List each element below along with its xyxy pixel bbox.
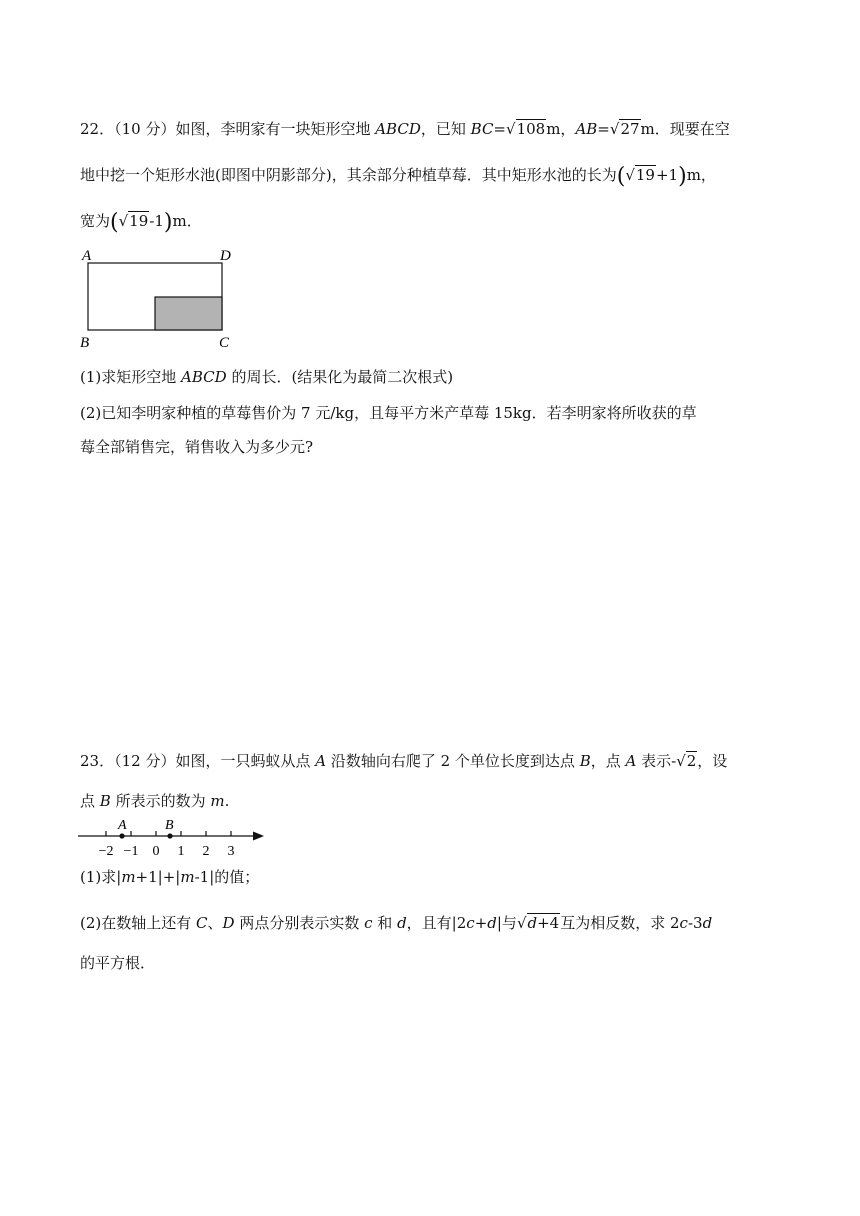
axis-ticks bbox=[99, 831, 235, 859]
sqrt-27: √27 bbox=[609, 120, 640, 138]
q22-part-2-line-1: (2)已知李明家种植的草莓售价为 7 元/kg，且每平方米产草莓 15kg．若李明家将所收获的草 bbox=[80, 404, 697, 422]
abcd-label: ABCD bbox=[375, 120, 421, 138]
label-A: A bbox=[118, 818, 127, 833]
q22-line-2: 地中挖一个矩形水池(即图中阴影部分)，其余部分种植草莓．其中矩形水池的长为(√19+1)m， bbox=[80, 164, 716, 189]
tick-label: 1 bbox=[177, 844, 185, 859]
q23-part-2-line-2: 的平方根． bbox=[80, 954, 156, 972]
q23-line-1: 23．（12 分）如图，一只蚂蚁从点 A 沿数轴向右爬了 2 个单位长度到达点 B，点 A 表示-√2，设 bbox=[80, 752, 728, 770]
tick-label: 0 bbox=[152, 844, 160, 859]
sqrt-19-wid: √19 bbox=[118, 212, 149, 230]
q22-line-3: 宽为(√19-1)m． bbox=[80, 210, 202, 235]
q23-line-2: 点 B 所表示的数为 m. bbox=[80, 792, 230, 810]
vertex-A: A bbox=[82, 248, 92, 264]
vertex-B: B bbox=[80, 335, 90, 351]
tick-label: −2 bbox=[98, 844, 114, 859]
q22-part-2-line-2: 莓全部销售完，销售收入为多少元? bbox=[80, 438, 314, 456]
rectangle-figure bbox=[74, 244, 244, 352]
q22-part-1: (1)求矩形空地 ABCD 的周长．(结果化为最简二次根式) bbox=[80, 368, 454, 386]
pool-rectangle bbox=[155, 297, 222, 330]
tick-label: 2 bbox=[202, 844, 210, 859]
vertex-D: D bbox=[220, 248, 231, 264]
point-A bbox=[119, 833, 124, 838]
point-B bbox=[167, 833, 172, 838]
sqrt-2: √2 bbox=[676, 752, 697, 770]
tick-label: 3 bbox=[227, 844, 235, 859]
axis-arrow bbox=[253, 832, 264, 841]
number-line-figure bbox=[74, 814, 270, 862]
q22-line-1: 22．（10 分）如图，李明家有一块矩形空地 ABCD，已知 BC=√108m，AB=√27m．现要在空 bbox=[80, 120, 730, 138]
sqrt-d-plus-4: √d+4 bbox=[516, 914, 560, 932]
sqrt-108: √108 bbox=[506, 120, 546, 138]
q23-part-2-line-1: (2)在数轴上还有 C、D 两点分别表示实数 c 和 d，且有|2c+d|与√d+4互为相反数，求 2c-3d bbox=[80, 914, 713, 932]
q23-part-1: (1)求|m+1|+|m-1|的值； bbox=[80, 868, 260, 886]
vertex-C: C bbox=[219, 335, 230, 351]
label-B: B bbox=[165, 818, 174, 833]
sqrt-19-len: √19 bbox=[625, 166, 655, 184]
tick-label: −1 bbox=[123, 844, 139, 859]
